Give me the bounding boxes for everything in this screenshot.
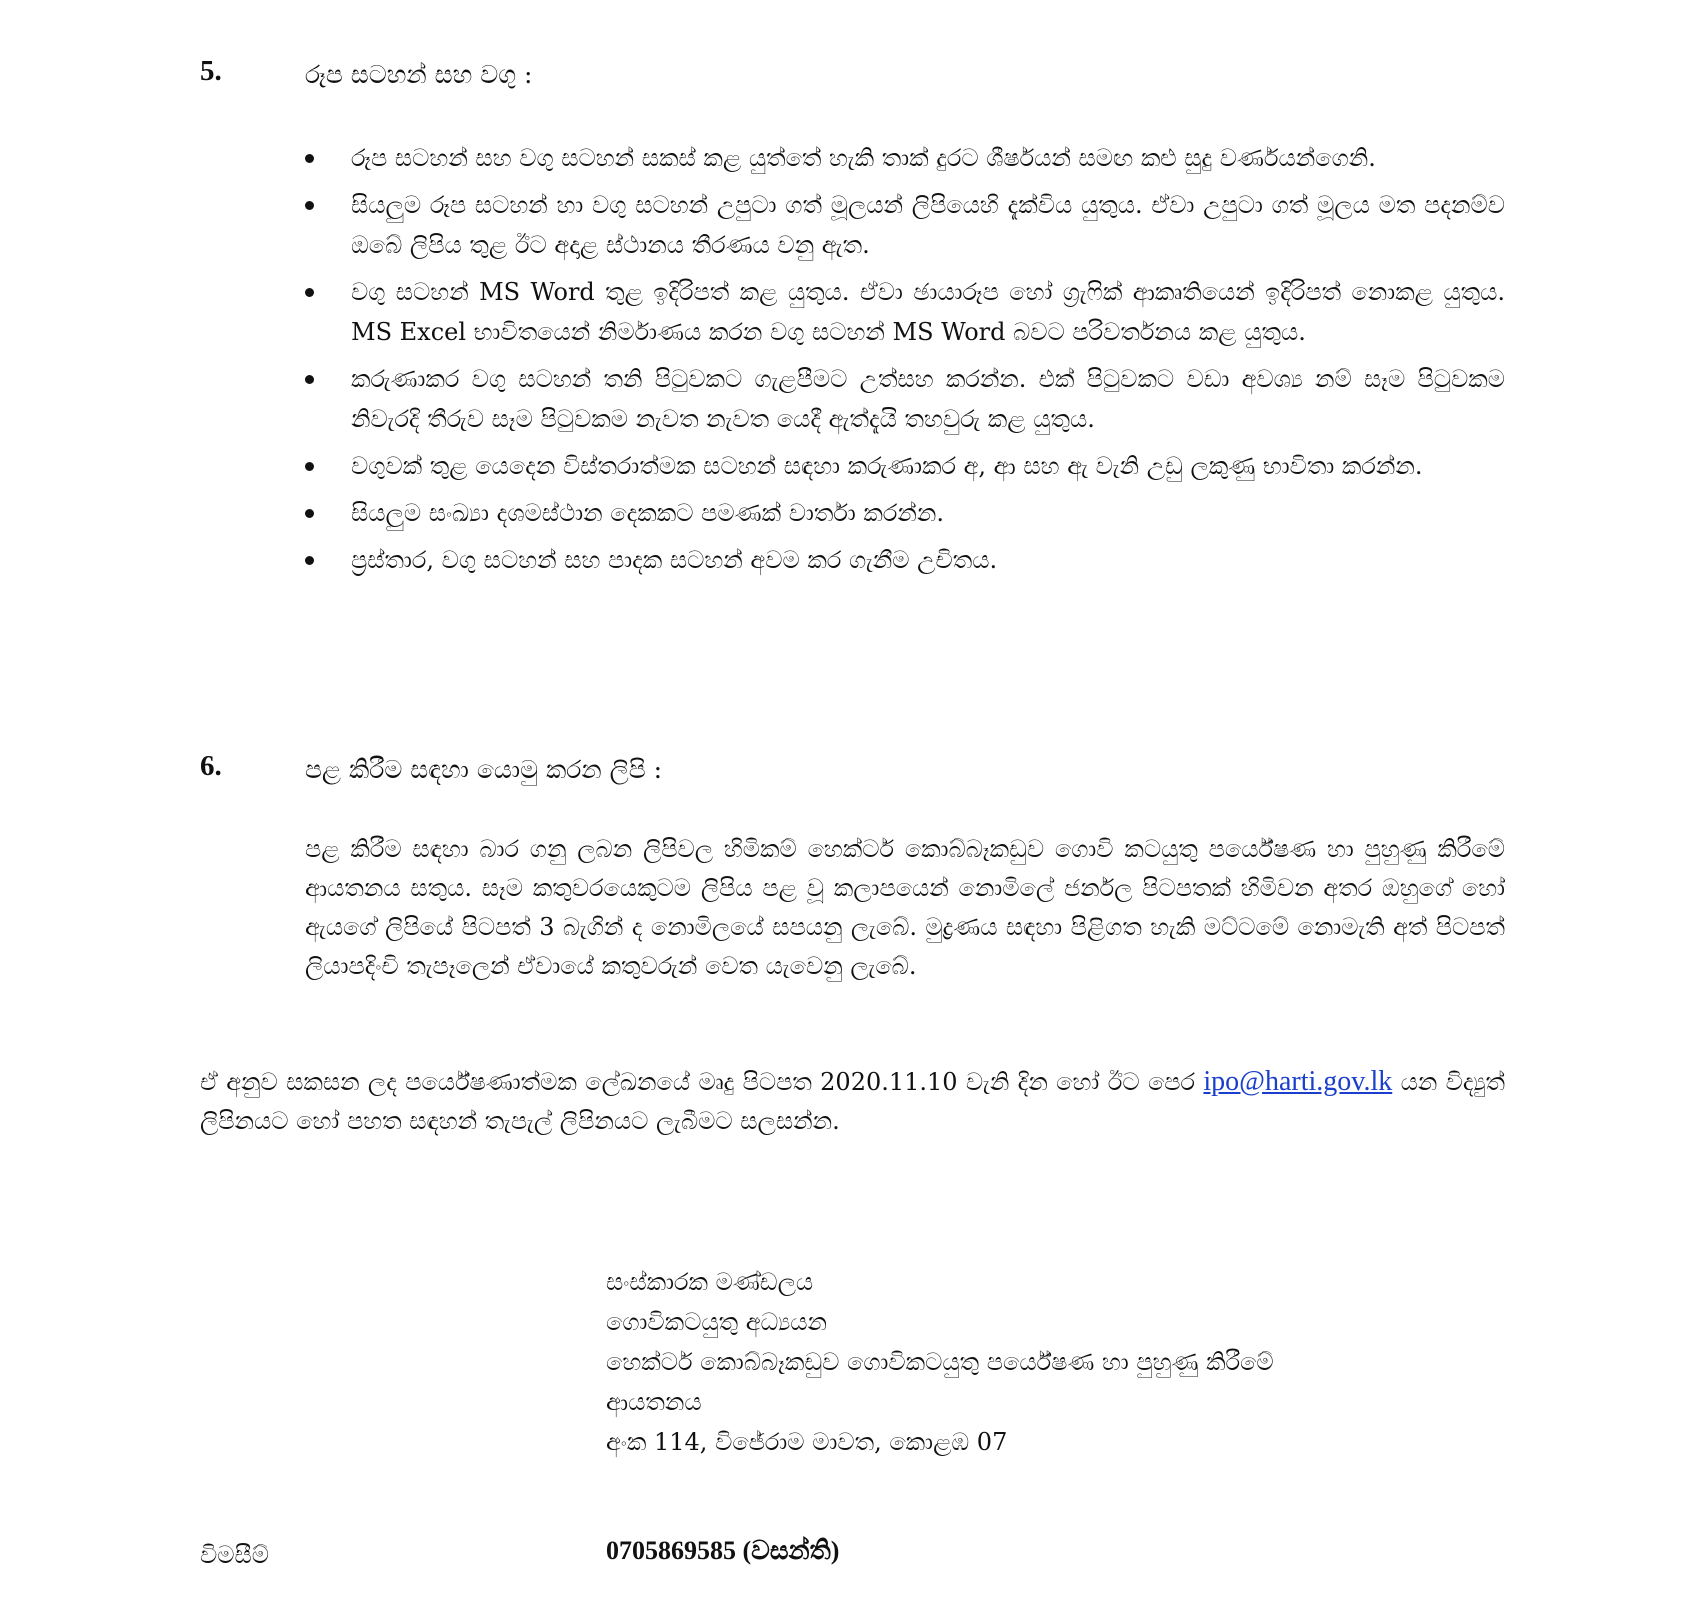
bullet-item: රූප සටහන් සහ වගු සටහන් සකස් කළ යුත්තේ හැකි තාක් දුරට ශීර්ෂයන් සමඟ කළු සුදු වර්ණයන්ගෙනි.: [305, 138, 1505, 178]
bullet-item: වගුවක් තුළ යෙදෙන විස්තරාත්මක සටහන් සඳහා කරුණාකර අ, ආ සහ ඇ වැනි උඩු ලකුණු භාවිතා කරන්න.: [305, 446, 1505, 486]
section-6-title: පළ කිරීම සඳහා යොමු කරන ලිපි :: [305, 755, 663, 784]
bullet-icon: [305, 556, 314, 565]
bullet-item: කරුණාකර වගු සටහන් තනි පිටුවකට ගැළපීමට උත්සහ කරන්න. එක් පිටුවකට වඩා අවශ්‍ය නම් සෑම පිටුවකම නිවැරදි තීරුව සෑම පිටුවකම නැවත නැවත යෙදී ඇත්දැයි තහවුරු කළ යුතුය.: [305, 359, 1505, 439]
address-line: අංක 114, විජේරාම මාවත, කොළඹ 07: [606, 1428, 1008, 1456]
email-link[interactable]: ipo@harti.gov.lk: [1203, 1066, 1393, 1097]
bullet-icon: [305, 375, 314, 384]
bullet-item: සියලුම සංඛ්‍යා දශමස්ථාන දෙකකට පමණක් වාර්තා කරන්න.: [305, 493, 1505, 533]
section-6-body: පළ කිරීම සඳහා බාර ගනු ලබන ලිපිවල හිමිකම් හෙක්ටර් කොබ්බෑකඩුව ගොවි කටයුතු පර්යේෂණ හා පුහුණු කිරීමේ ආයතනය සතුය. සෑම කතුවරයෙකුටම ලිපිය පළ වූ කලාපයෙන් නොමිලේ ජර්නල පිටපතක් හිමිවන අතර ඔහුගේ හෝ ඇයගේ ලිපියේ පිටපත් 3 බැගින් ද නොමිලයේ සපයනු ලැබේ. මුද්‍රණය සඳහා පිළිගත හැකි මට්ටමේ නොමැති අත් පිටපත් ලියාපදිංචි තැපෑලෙන් ඒවායේ කතුවරුන් වෙත යැවෙනු ලැබේ.: [305, 835, 1505, 980]
section-6-number: 6.: [200, 750, 222, 782]
inquiries-phone: 0705869585 (වසන්ති): [606, 1536, 840, 1565]
bullet-item: ප්‍රස්තාර, වගු සටහන් සහ පාදක සටහන් අවම කර ගැනීම උචිතය.: [305, 540, 1505, 580]
closing-paragraph: [200, 1062, 1505, 1141]
bullet-icon: [305, 288, 314, 297]
bullet-icon: [305, 201, 314, 210]
bullet-item: සියලුම රූප සටහන් හා වගු සටහන් උපුටා ගත් මූලයන් ලිපියෙහි දැක්විය යුතුය. ඒවා උපුටා ගත් මූලය මත පදනම්ව ඔබේ ලිපිය තුළ ඊට අදාළ ස්ථානය තීරණය වනු ඇත.: [305, 185, 1505, 265]
address-line: සංස්කාරක මණ්ඩලය: [606, 1268, 814, 1296]
bullet-item: වගු සටහන් MS Word තුළ ඉදිරිපත් කළ යුතුය. ඒවා ඡායාරූප හෝ ග්‍රැෆික් ආකෘතියෙන් ඉදිරිපත් නොකළ යුතුය. MS Excel භාවිතයෙන් නිර්මාණය කරන වගු සටහන් MS Word බවට පරිවර්තනය කළ යුතුය.: [305, 272, 1505, 352]
bullet-icon: [305, 462, 314, 471]
closing-text-after: යන විද්‍යුත් ලිපිනයට හෝ පහත සඳහන් තැපැල් ලිපිනයට ලැබීමට සලසන්න.: [200, 1068, 1505, 1135]
postal-address: [606, 1262, 1506, 1462]
section-5-bullet-list: [305, 138, 1505, 587]
section-5-number: 5.: [200, 55, 222, 87]
address-line: ගොවිකටයුතු අධ්‍යයන: [606, 1308, 828, 1336]
bullet-icon: [305, 154, 314, 163]
inquiries-label: විමසීම්: [200, 1541, 270, 1569]
address-line: ආයතනය: [606, 1388, 702, 1416]
closing-text-before: ඒ අනුව සකසන ලද පර්යේෂණාත්මක ලේඛනයේ මෘදු පිටපත 2020.11.10 වැනි දින හෝ ඊට පෙර: [200, 1068, 1196, 1096]
address-line: හෙක්ටර් කොබ්බෑකඩුව ගොවිකටයුතු පර්යේෂණ හා පුහුණු කිරීමේ: [606, 1348, 1274, 1376]
bullet-icon: [305, 509, 314, 518]
section-5-title: රූප සටහන් සහ වගු :: [305, 60, 533, 89]
